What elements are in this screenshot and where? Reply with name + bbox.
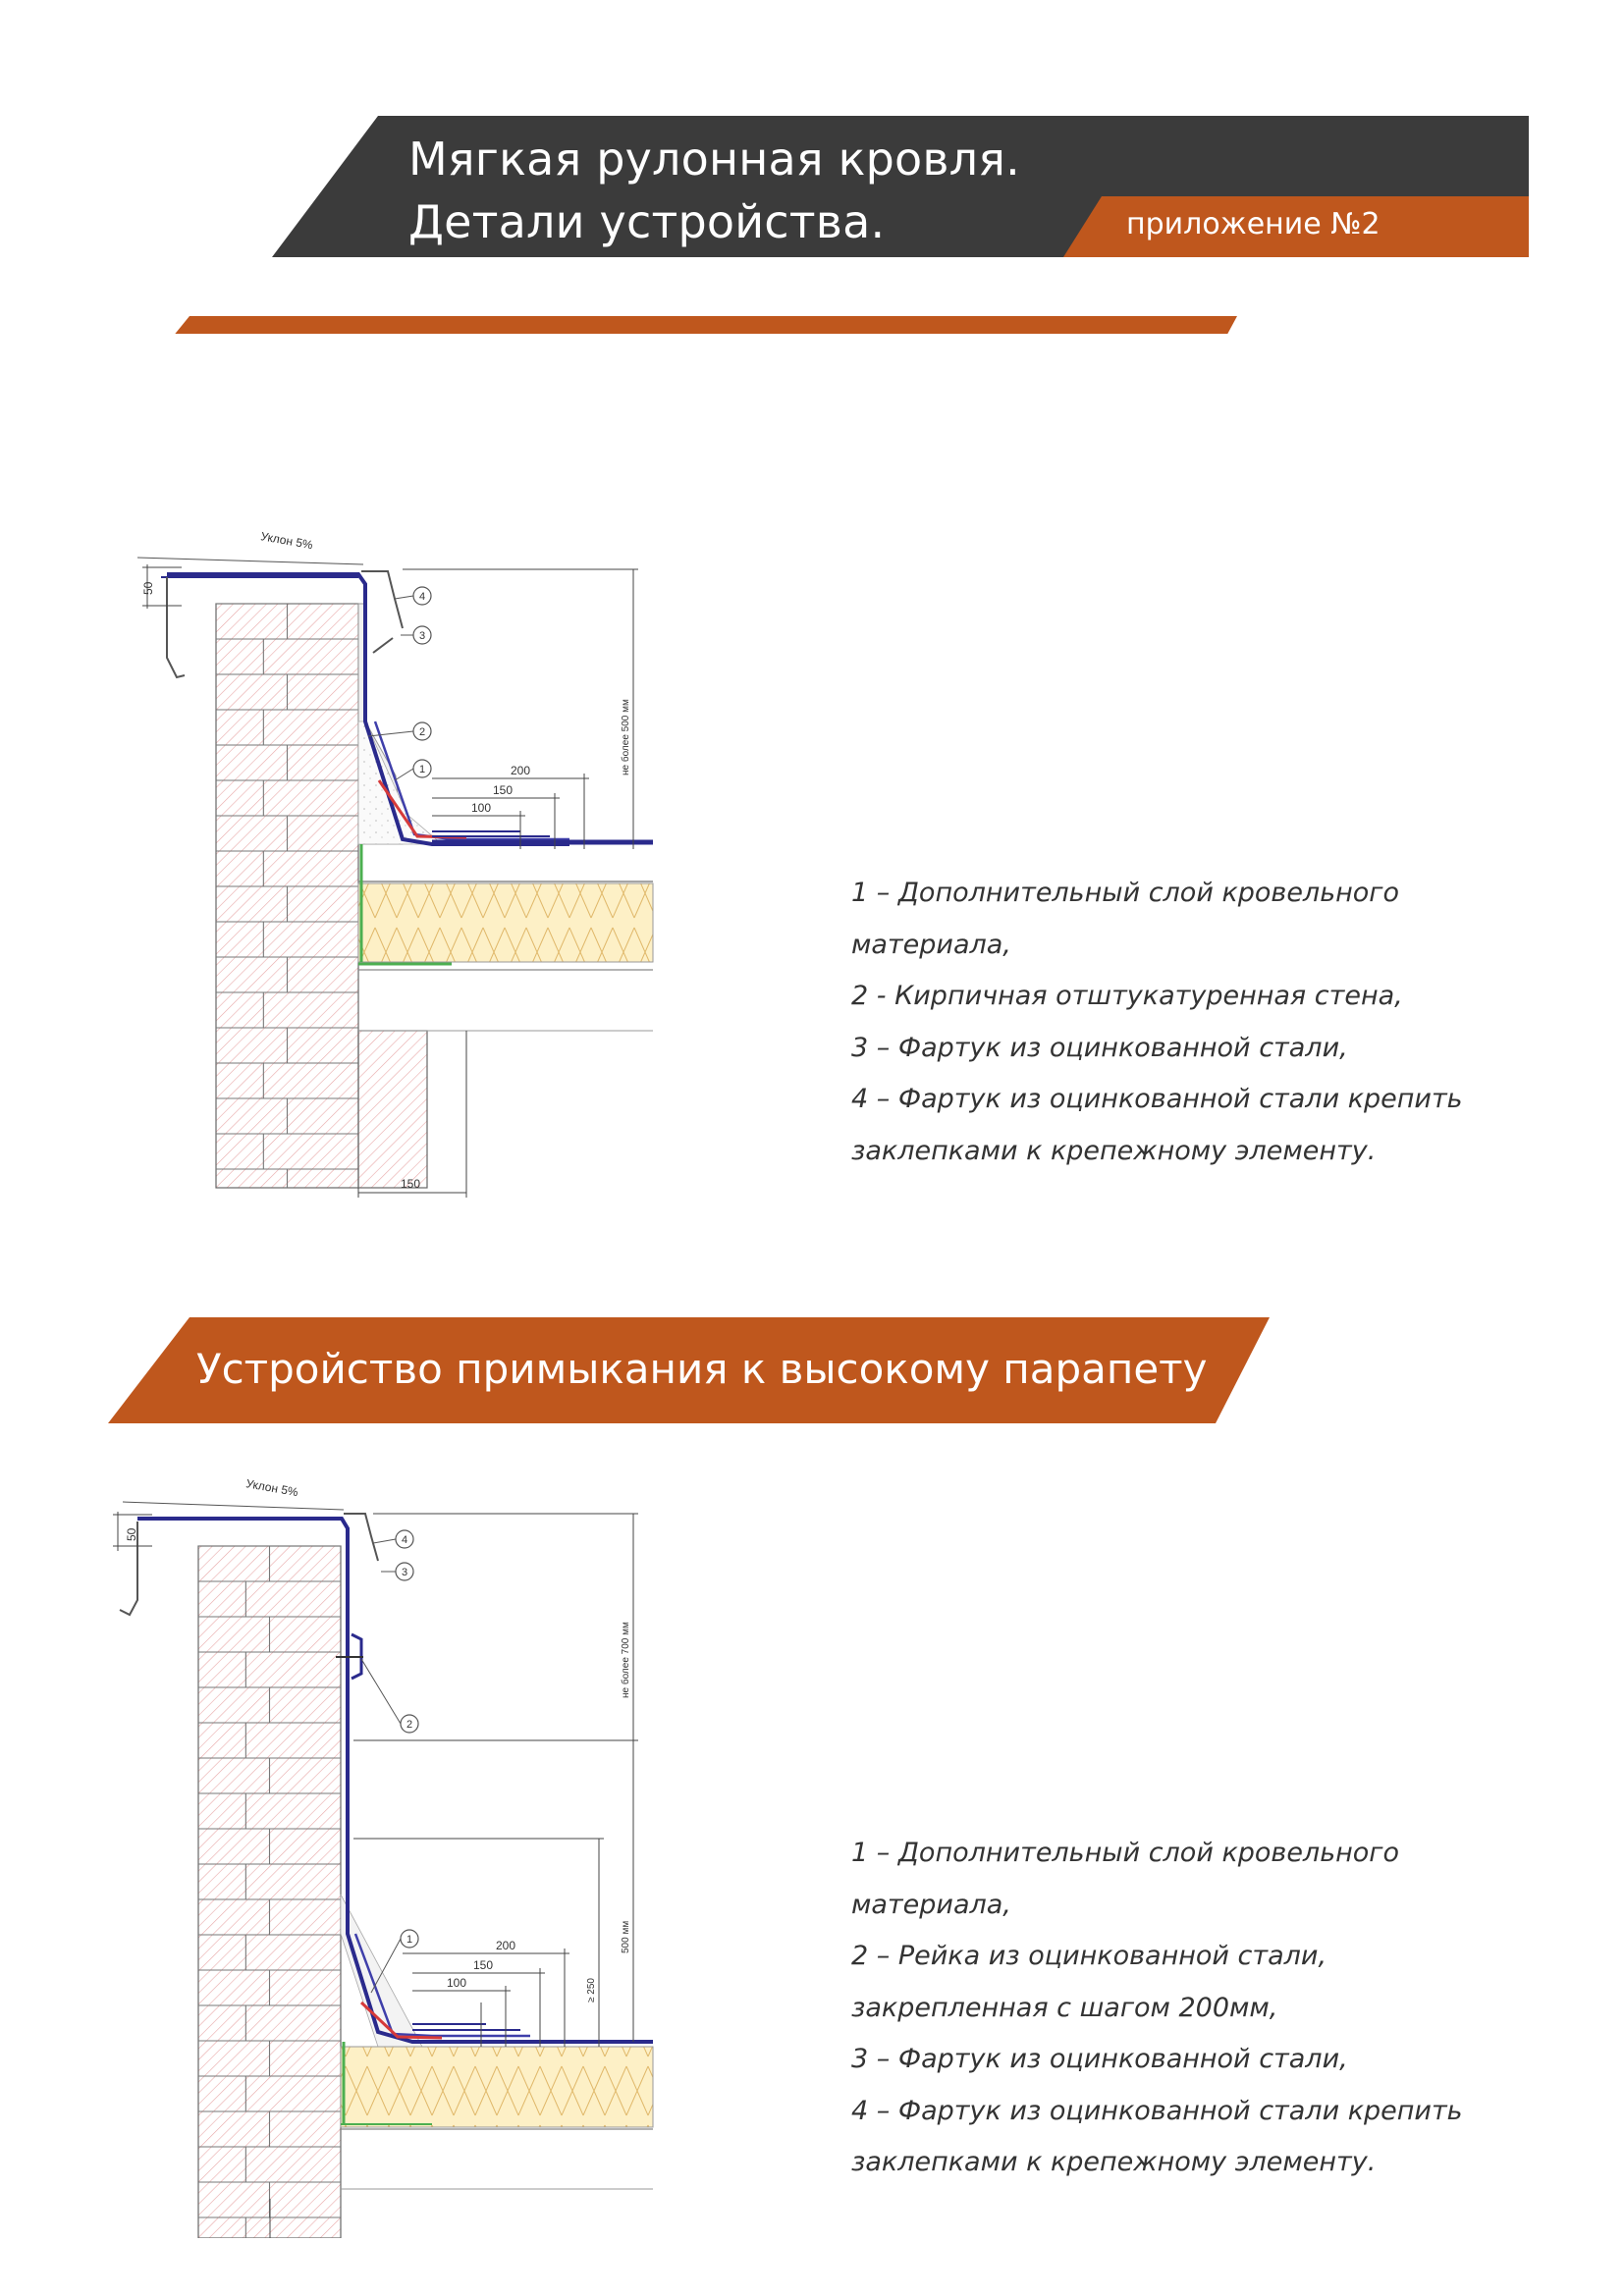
section1-banner-orange	[108, 316, 1237, 334]
callout-3: 3	[401, 1567, 408, 1578]
legend-line: 4 – Фартук из оцинкованной стали крепить	[851, 2095, 1463, 2126]
legend-line: 3 – Фартук из оцинкованной стали,	[851, 1032, 1348, 1063]
legend-line: 1 – Дополнительный слой кровельного	[851, 1838, 1399, 1868]
dim-100: 100	[471, 801, 492, 815]
legend-line: 1 – Дополнительный слой кровельного	[851, 878, 1399, 908]
legend-line: материала,	[851, 929, 1011, 960]
callout-3: 3	[418, 630, 426, 642]
section1-title-line1: Устройство примыкания к парапетной стене	[196, 339, 1176, 387]
dim-100: 100	[447, 1976, 467, 1990]
callout-1: 1	[406, 1934, 413, 1946]
legend-line: 3 – Фартук из оцинкованной стали,	[851, 2044, 1348, 2074]
dim-250: ≥ 250	[586, 1978, 597, 2002]
legend-line: материала,	[851, 1889, 1011, 1920]
page-title-line2: Детали устройства.	[408, 195, 886, 248]
legend-line: 4 – Фартук из оцинкованной стали крепить	[851, 1084, 1463, 1114]
callout-4: 4	[401, 1534, 408, 1546]
section2-title: Устройство примыкания к высокому парапету	[196, 1345, 1208, 1393]
dim-200: 200	[496, 1939, 516, 1952]
legend-line: закрепленная с шагом 200мм,	[851, 1992, 1278, 2023]
dim-50: 50	[125, 1527, 138, 1541]
section1-diagram	[137, 510, 668, 1198]
slope-label: Уклон 5%	[244, 1476, 299, 1500]
dim-50: 50	[141, 581, 155, 595]
slope-label: Уклон 5%	[259, 529, 314, 553]
section1-legend	[851, 868, 1539, 1177]
insulation-layer	[358, 883, 653, 962]
section1-title-line2: высотой не более 500 мм	[194, 402, 749, 451]
dim-bottom-150: 150	[401, 1177, 421, 1191]
dim-150: 150	[493, 783, 514, 797]
dim-height: не более 500 мм	[621, 699, 631, 775]
dim-200: 200	[511, 764, 531, 777]
dim-150: 150	[473, 1958, 494, 1972]
callout-2: 2	[418, 726, 426, 738]
section2-legend	[851, 1828, 1539, 2189]
page-title-line1: Мягкая рулонная кровля.	[408, 133, 1020, 186]
section2-diagram	[108, 1472, 658, 2238]
appendix-label: приложение №2	[1126, 207, 1380, 241]
callout-4: 4	[418, 591, 426, 603]
callout-1: 1	[418, 764, 426, 775]
legend-line: заклепками к крепежному элементу.	[851, 1135, 1377, 1166]
dim-height-500: 500 мм	[621, 1920, 631, 1953]
legend-line: 2 - Кирпичная отштукатуренная стена,	[851, 981, 1403, 1011]
legend-line: заклепками к крепежному элементу.	[851, 2147, 1377, 2177]
insulation-layer-2	[341, 2047, 653, 2127]
callout-2: 2	[406, 1719, 413, 1731]
brick-wall-2	[198, 1546, 341, 2238]
legend-line: 2 – Рейка из оцинкованной стали,	[851, 1941, 1327, 1971]
dim-height-top: не более 700 мм	[621, 1622, 631, 1698]
